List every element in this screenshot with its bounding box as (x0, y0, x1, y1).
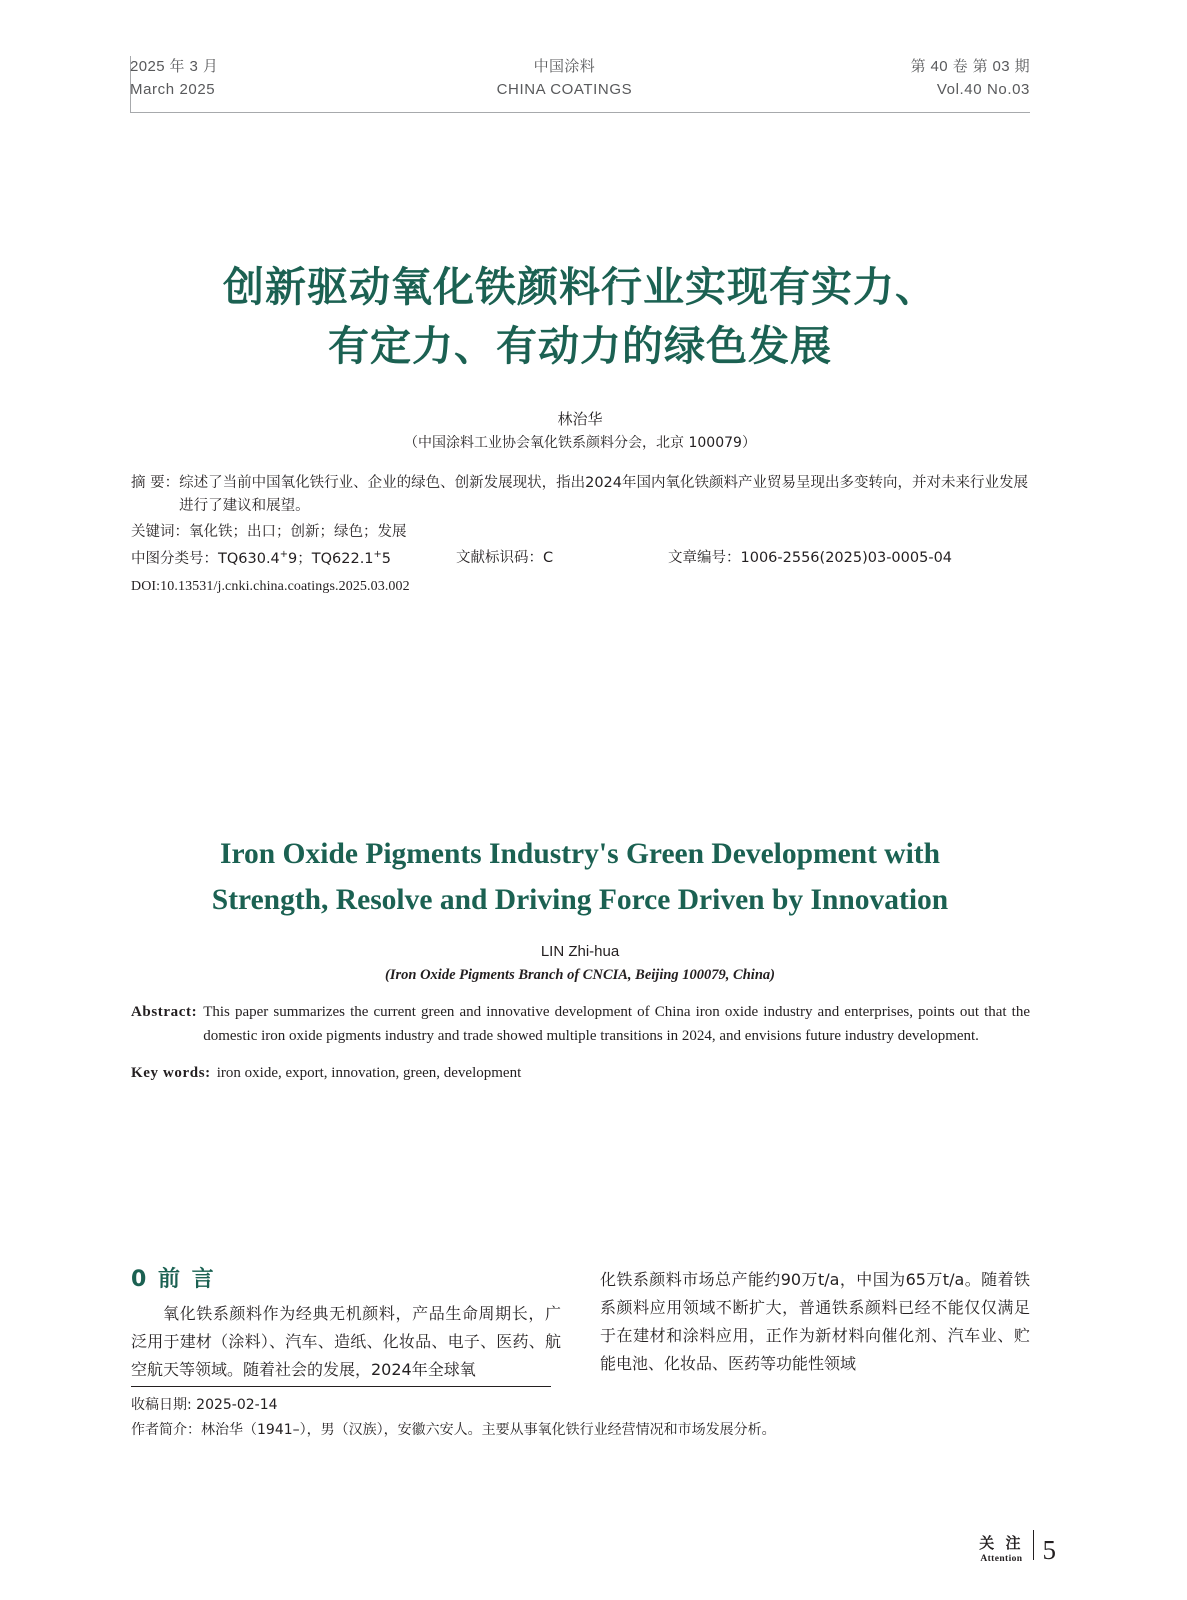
keywords-cn-row (131, 521, 1030, 544)
running-head-journal (497, 56, 633, 101)
page-number: 5 (1042, 1535, 1056, 1565)
clc-superscript-2: + (373, 549, 382, 561)
issue-date-cn: 2025 年 3 月 (130, 58, 219, 75)
abstract-block-cn (131, 472, 1030, 598)
abstract-text-cn: 综述了当前中国氧化铁行业、企业的绿色、创新发展现状，指出2024年国内氧化铁颜料产业贸易呈现出多变转向，并对未来行业发展进行了建议和展望。 (179, 475, 1029, 515)
header-rule (130, 112, 1030, 113)
footer-label-cn: 关 注 (979, 1534, 1024, 1552)
body-column-left (131, 1300, 561, 1384)
body-column-right (600, 1266, 1030, 1378)
journal-name-cn: 中国涂料 (533, 58, 596, 75)
issue-date-en: March 2025 (130, 80, 216, 98)
volume-issue-en: Vol.40 No.03 (936, 80, 1030, 98)
title-en-line1: Iron Oxide Pigments Industry's Green Development with (219, 838, 941, 870)
keywords-label-en: Key words: (131, 1064, 211, 1081)
running-head (130, 56, 1030, 101)
section-heading-intro: 0 前 言 (131, 1267, 216, 1292)
author-cn: 林治华 (557, 410, 603, 428)
classification-row (131, 547, 1030, 571)
body-paragraph-right: 化铁系颜料市场总产能约90万t/a，中国为65万t/a。随着铁系颜料应用领域不断扩大，普通铁系颜料已经不能仅仅满足于在建材和涂料应用，正作为新材料向催化剂、汽车业、贮能电池、化妆品、医药等功能性领域 (600, 1270, 1030, 1373)
footer-divider (1033, 1530, 1034, 1560)
abstract-label-en: Abstract: (131, 1004, 198, 1020)
footer-section-label (979, 1532, 1023, 1564)
received-date: 收稿日期: 2025-02-14 (131, 1397, 278, 1413)
title-cn-line1: 创新驱动氧化铁颜料行业实现有实力、 (223, 263, 937, 311)
clc-number-part2: 9；TQ622.1 (288, 551, 374, 568)
abstract-en-row (131, 1000, 1030, 1049)
abstract-label-cn: 摘 要： (131, 475, 180, 491)
document-code: 文献标识码：C (456, 550, 554, 567)
keywords-en-row (131, 1061, 1030, 1085)
volume-issue-cn: 第 40 卷 第 03 期 (910, 58, 1030, 75)
page-footer (979, 1530, 1056, 1564)
abstract-block-en (131, 1000, 1030, 1085)
footnote-block (131, 1393, 1030, 1442)
title-en (130, 832, 1030, 923)
title-cn (130, 258, 1030, 377)
abstract-text-en: This paper summarizes the current green and innovative development of China iron oxide industry and enterprises, points out that the domestic iron oxide pigments industry and trade showed multiple transitions in 2024, and envisions future industry development. (203, 1004, 1030, 1045)
clc-superscript-1: + (279, 549, 289, 561)
footer-label-en: Attention (980, 1554, 1023, 1564)
affiliation-cn: （中国涂料工业协会氧化铁系颜料分会，北京 100079） (404, 435, 756, 451)
title-en-line2: Strength, Resolve and Driving Force Driven by Innovation (211, 883, 949, 916)
clc-number (131, 547, 456, 571)
running-head-right (911, 56, 1030, 101)
running-head-left (130, 56, 218, 101)
body-paragraph-left: 氧化铁系颜料作为经典无机颜料，产品生命周期长，广泛用于建材（涂料）、汽车、造纸、化妆品、电子、医药、航空航天等领域。随着社会的发展，2024年全球氧 (131, 1304, 561, 1379)
keywords-label-cn: 关键词： (131, 523, 189, 540)
article-number: 文章编号：1006-2556(2025)03-0005-04 (668, 550, 953, 567)
footnote-rule (131, 1386, 551, 1387)
title-cn-line2: 有定力、有动力的绿色发展 (328, 322, 832, 371)
abstract-cn-row (131, 472, 1030, 519)
affiliation-en: (Iron Oxide Pigments Branch of CNCIA, Beijing 100079, China) (385, 967, 775, 983)
clc-number-part3: 5 (381, 551, 392, 568)
author-en: LIN Zhi-hua (540, 943, 620, 960)
clc-number-part1: 中图分类号：TQ630.4 (131, 551, 280, 568)
author-bio: 作者简介：林治华（1941–），男（汉族），安徽六安人。主要从事氧化铁行业经营情况和市场发展分析。 (131, 1421, 776, 1438)
keywords-text-en: iron oxide, export, innovation, green, development (216, 1064, 522, 1081)
doi: DOI:10.13531/j.cnki.china.coatings.2025.03.002 (131, 578, 410, 594)
keywords-text-cn: 氧化铁；出口；创新；绿色；发展 (189, 523, 407, 540)
journal-name-en: CHINA COATINGS (496, 80, 633, 98)
